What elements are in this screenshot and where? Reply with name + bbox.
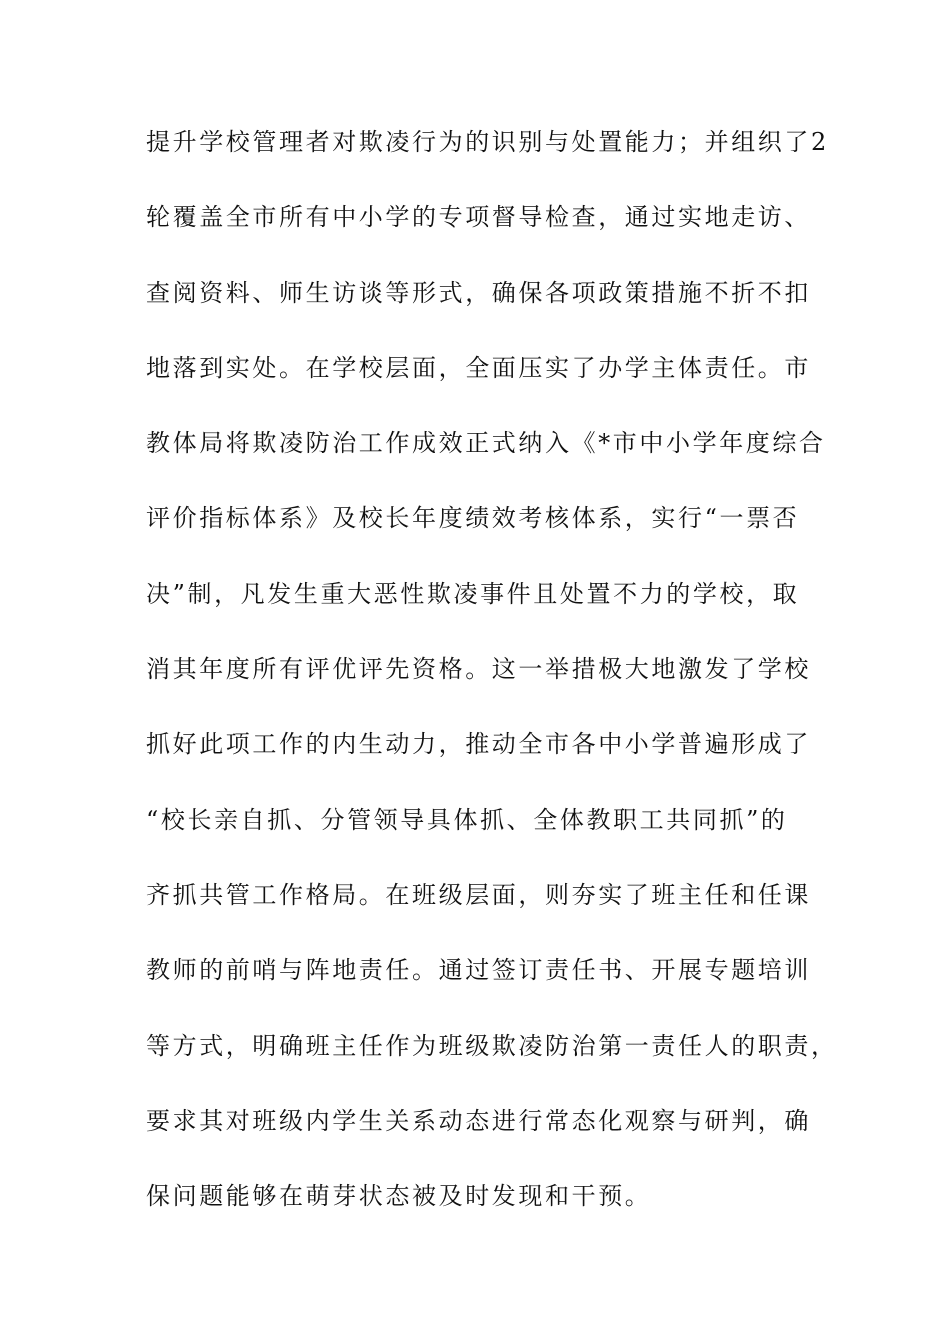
text-line: 地落到实处。在学校层面，全面压实了办学主体责任。市: [146, 353, 811, 382]
text-line: 提升学校管理者对欺凌行为的识别与处置能力；并组织了2: [146, 128, 829, 156]
text-line: 抓好此项工作的内生动力，推动全市各中小学普遍形成了: [146, 730, 811, 759]
text-line: 决”制，凡发生重大恶性欺凌事件且处置不力的学校，取: [146, 579, 800, 608]
text-line: 消其年度所有评优评先资格。这一举措极大地激发了学校: [146, 655, 811, 684]
text-line: 教师的前哨与阵地责任。通过签订责任书、开展专题培训: [146, 956, 811, 985]
text-line: 教体局将欺凌防治工作成效正式纳入《*市中小学年度综合: [146, 429, 826, 458]
text-line: 保问题能够在萌芽状态被及时发现和干预。: [146, 1182, 652, 1211]
text-line: 齐抓共管工作格局。在班级层面，则夯实了班主任和任课: [146, 880, 811, 909]
body-paragraph: [146, 117, 838, 1246]
text-line: 等方式，明确班主任作为班级欺凌防治第一责任人的职责，: [146, 1031, 838, 1060]
text-line: 评价指标体系》及校长年度绩效考核体系，实行“一票否: [146, 504, 800, 533]
text-line: 要求其对班级内学生关系动态进行常态化观察与研判，确: [146, 1106, 811, 1135]
text-line: 查阅资料、师生访谈等形式，确保各项政策措施不折不扣: [146, 278, 811, 307]
text-line: “校长亲自抓、分管领导具体抓、全体教职工共同抓”的: [146, 805, 788, 834]
text-line: 轮覆盖全市所有中小学的专项督导检查，通过实地走访、: [146, 203, 811, 232]
